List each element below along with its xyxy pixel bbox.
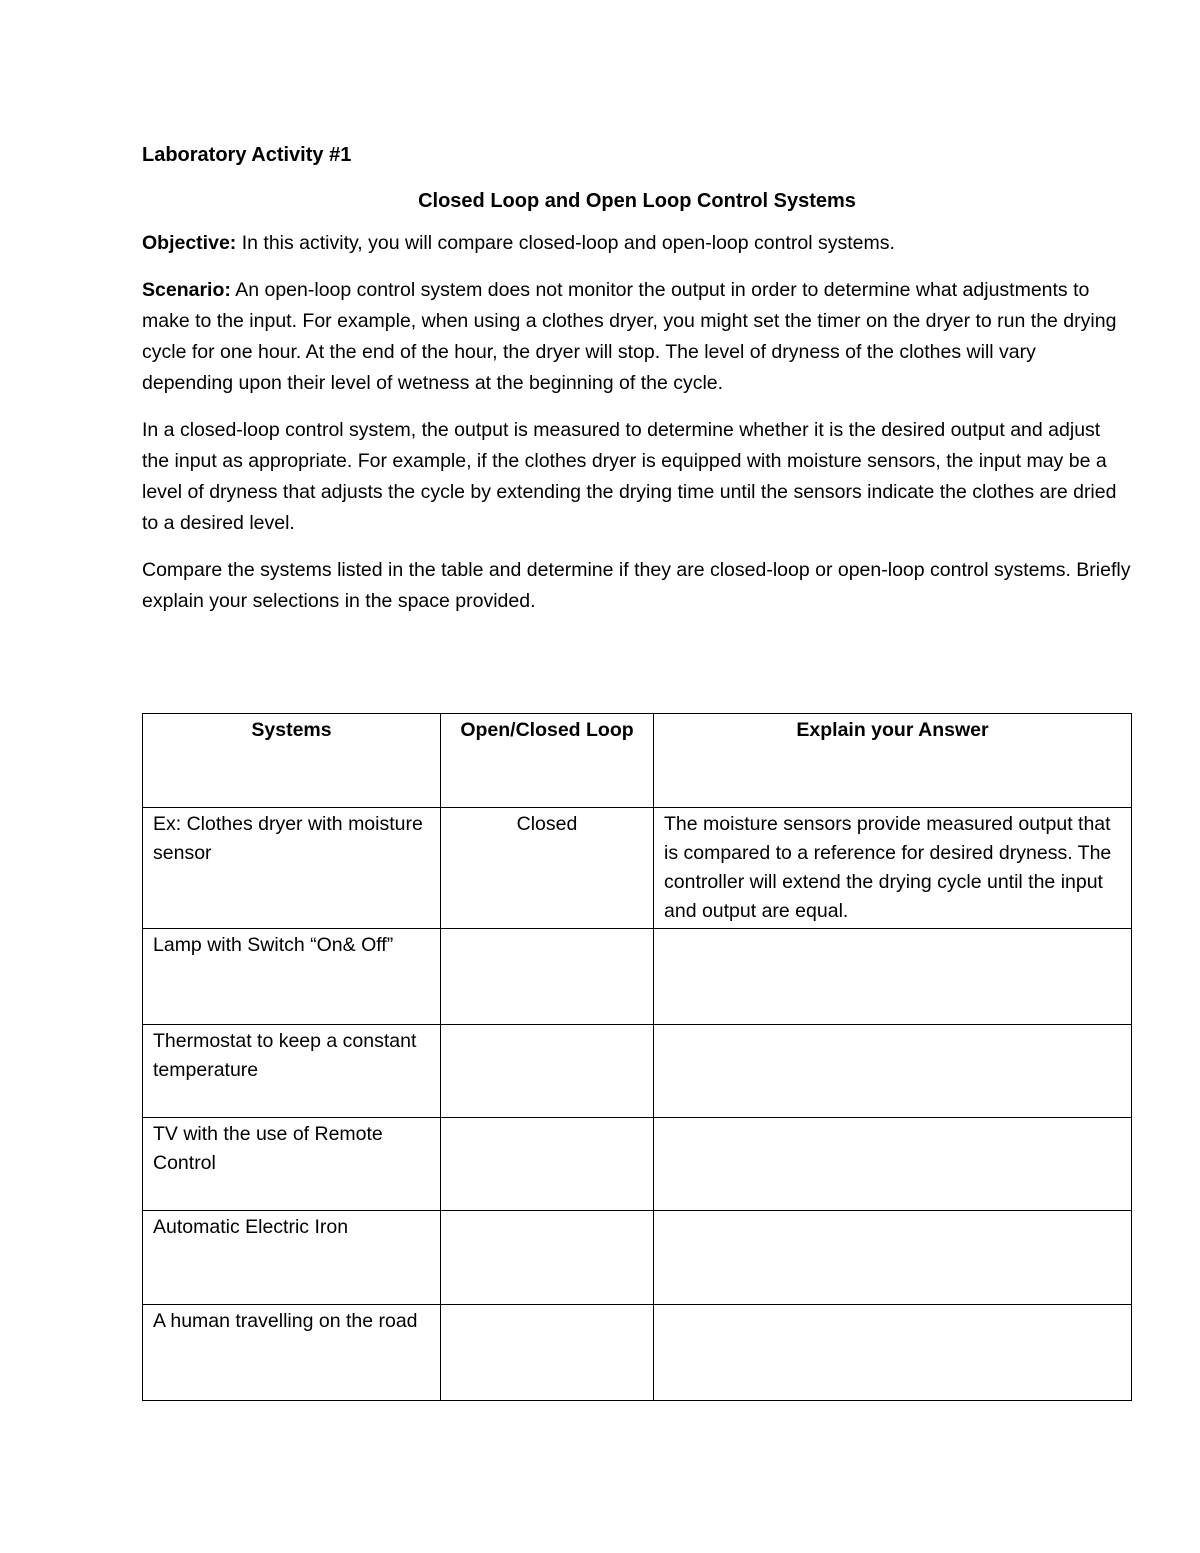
header-systems: Systems [143, 714, 441, 808]
table-row [143, 808, 1132, 929]
system-cell: A human travelling on the road [143, 1305, 441, 1401]
header-explain-answer: Explain your Answer [654, 714, 1132, 808]
scenario-label: Scenario: [142, 279, 231, 301]
systems-table [142, 713, 1132, 1401]
explanation-cell[interactable] [654, 929, 1132, 1025]
closed-loop-paragraph: In a closed-loop control system, the output is measured to determine whether it is the desired output and adjust the input as appropriate. For example, if the clothes dryer is equipped with moisture sensors, the input may be a level of dryness that adjusts the cycle by extending the drying time until the sensors indicate the clothes are dried to a desired level. [142, 419, 1117, 534]
loop-cell[interactable] [441, 1118, 654, 1211]
header-open-closed-loop: Open/Closed Loop [441, 714, 654, 808]
system-cell: Automatic Electric Iron [143, 1211, 441, 1305]
table-header-row [143, 714, 1132, 808]
table-row [143, 1025, 1132, 1118]
instructions-paragraph: Compare the systems listed in the table and determine if they are closed-loop or open-loop control systems. Briefly explain your selections in the space provided. [142, 559, 1131, 612]
explanation-cell[interactable] [654, 1305, 1132, 1401]
system-cell: Thermostat to keep a constant temperature [143, 1025, 441, 1118]
objective-label: Objective: [142, 232, 237, 254]
scenario-text: An open-loop control system does not monitor the output in order to determine what adjustments to make to the input. For example, when using a clothes dryer, you might set the timer on the dryer to run the drying cycle for one hour. At the end of the hour, the dryer will stop. The level of dryness of the clothes will vary depending upon their level of wetness at the beginning of the cycle. [142, 279, 1117, 394]
table-row [143, 1118, 1132, 1211]
system-cell: TV with the use of Remote Control [143, 1118, 441, 1211]
lab-title: Laboratory Activity #1 [142, 144, 352, 166]
objective-text: In this activity, you will compare closed-loop and open-loop control systems. [236, 232, 895, 254]
system-cell: Ex: Clothes dryer with moisture sensor [143, 808, 441, 929]
loop-cell[interactable] [441, 1305, 654, 1401]
explanation-cell[interactable] [654, 1118, 1132, 1211]
scenario-paragraph [142, 275, 1132, 399]
document-body [142, 140, 1132, 617]
system-cell: Lamp with Switch “On& Off” [143, 929, 441, 1025]
explanation-cell[interactable] [654, 1211, 1132, 1305]
explanation-cell: The moisture sensors provide measured output that is compared to a reference for desired dryness. The controller will extend the drying cycle until the input and output are equal. [654, 808, 1132, 929]
loop-cell[interactable] [441, 1211, 654, 1305]
table-row [143, 1305, 1132, 1401]
table-row [143, 1211, 1132, 1305]
loop-cell[interactable] [441, 1025, 654, 1118]
explanation-cell[interactable] [654, 1025, 1132, 1118]
loop-cell[interactable] [441, 929, 654, 1025]
table-row [143, 929, 1132, 1025]
objective-paragraph [142, 228, 1132, 259]
document-title: Closed Loop and Open Loop Control Systems [418, 190, 856, 212]
loop-cell: Closed [441, 808, 654, 929]
